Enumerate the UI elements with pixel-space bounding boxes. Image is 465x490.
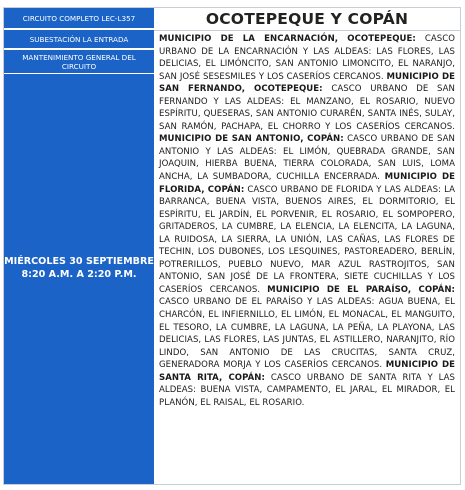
municipality-heading: MUNICIPIO DE SANTA RITA, COPÁN: [159,360,456,383]
municipality-heading: MUNICIPIO DE SAN FERNANDO, OCOTEPEQUE: [159,71,455,95]
municipality-areas: CASCO URBANO DE SAN FERNANDO Y LAS ALDEAS: EL MANZANO, EL ROSARIO, NUEVO ESPÍRITU, QUESERAS, SAN ANTONIO CURARÉN, SANTA INÉS, SULAY, SAN RAMÓN, PACHAPA, EL CHORRO Y LOS CASERÍOS CERCANOS. [159,84,455,132]
municipality-areas: CASCO URBANO DE LA ENCARNACIÓN Y LAS ALDEAS: LAS FLORES, LAS DELICIAS, EL LIMÓNCITO, SAN ANTONIO LIMONCITO, EL NARANJO, SAN JOSÉ SESESMILES Y LOS CASERÍOS CERCANOS. [159,34,456,82]
municipality-heading: MUNICIPIO DE FLORIDA, COPÁN: [159,172,455,195]
time-label: 8:20 A.M. A 2:20 P.M. [21,269,137,280]
maintenance-label: MANTENIMIENTO GENERAL DEL CIRCUITO [4,50,154,74]
municipality-areas: CASCO URBANO DE SANTA RITA Y LAS ALDEAS: BUENA VISTA, CAMPAMENTO, EL JARAL, EL MIRADOR, EL PLANÓN, EL RAISAL, EL ROSARIO. [159,372,455,408]
date-label: MIÉRCOLES 30 SEPTIEMBRE [4,256,154,267]
region-title: OCOTEPEQUE Y COPÁN [154,8,460,31]
municipality-areas: CASCO URBANO DE FLORIDA Y LAS ALDEAS: LA BARRANCA, BUENA VISTA, BUENOS AIRES, EL DORMITORIO, EL ESPÍRITU, EL JARDÍN, EL PORVENIR, EL ROSARIO, EL SOMPOPERO, GRITADEROS, LA CUMBRE, LA ELENCIA, LA ELENCITA, LA LAGUNA, LA RUIDOSA, LA SIERRA, LA UNIÓN, LAS CAÑAS, LAS FLORES DE TECHIN, LOS DUBONES, LOS LESQUINES, PASTOREADERO, BERLÍN, POTRERILLOS, PUEBLO NUEVO, MAR AZUL RASTROJITOS, SAN ANTONIO, SAN JOSÉ DE LA FRONTERA, SIETE CUCHILLAS Y LOS CASERÍOS CERCANOS. [159,184,455,295]
municipality-heading: MUNICIPIO DE LA ENCARNACIÓN, OCOTEPEQUE: [159,34,416,44]
date-time-block [4,255,154,281]
substation-label: SUBESTACIÓN LA ENTRADA [4,30,154,50]
circuit-label: CIRCUITO COMPLETO LEC-L357 [4,8,154,30]
municipality-heading: MUNICIPIO DE EL PARAÍSO, COPÁN: [267,284,455,295]
outage-notice-table [3,7,461,485]
municipality-areas: CASCO URBANO DE SAN ANTONIO Y LAS ALDEAS: EL LIMÓN, QUEBRADA GRANDE, SAN JOAQUIN, HIERBA BUENA, TIERRA COLORADA, SAN LUIS, LOMA ANCHA, LA SUMBADORA, CUCHILLA ENCERRADA. [159,134,455,183]
affected-areas-text [154,31,460,409]
schedule-sidebar [4,8,154,484]
municipality-areas: CASCO URBANO DE EL PARAÍSO Y LAS ALDEAS: AGUA BUENA, EL CHARCÓN, EL INFIERNILLO, EL LIMÓN, EL MONACAL, EL MANGUITO, EL TESORO, LA CUMBRE, LA LAGUNA, LA PEÑA, LA PLAYONA, LAS DELICIAS, LAS FLORES, LAS JUNTAS, EL ASTILLERO, NARANJITO, RÍO LINDO, SAN ANTONIO DE LAS CRUCITAS, SANTA CRUZ, GENERADORA MORJA Y LOS CASERÍOS CERCANOS. [159,297,455,371]
municipality-heading: MUNICIPIO DE SAN ANTONIO, COPÁN: [159,134,344,145]
affected-areas-panel [154,8,460,484]
